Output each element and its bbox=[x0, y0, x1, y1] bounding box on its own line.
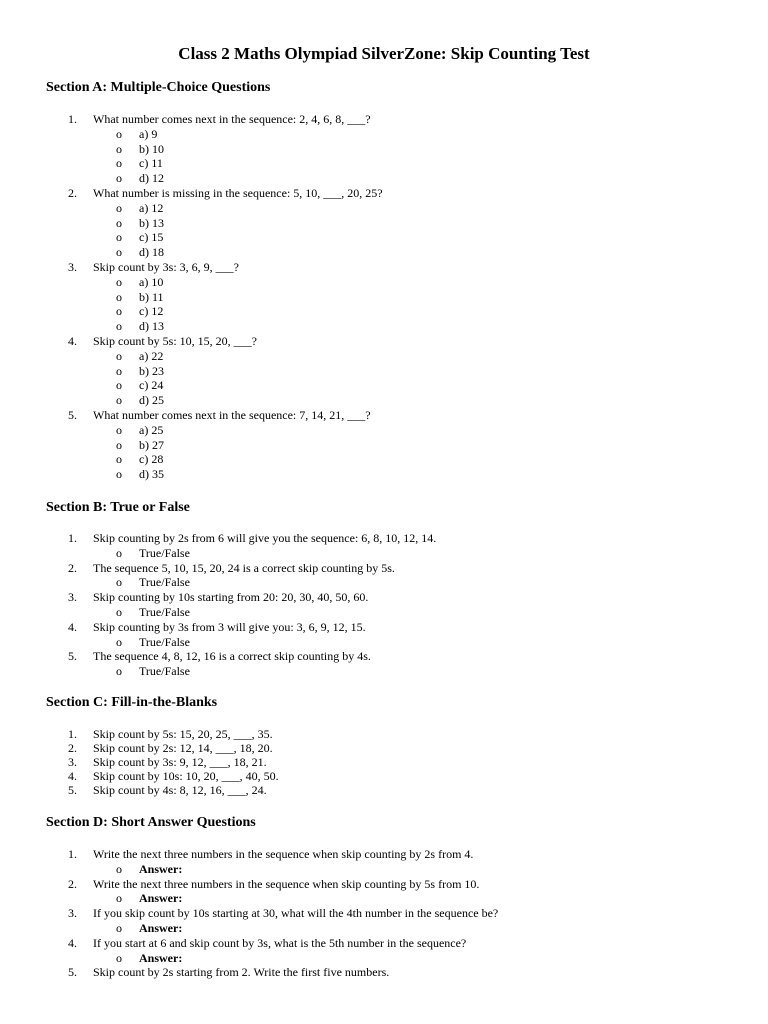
bullet-icon: o bbox=[116, 575, 122, 590]
answer-option bbox=[46, 575, 726, 590]
bullet-icon: o bbox=[116, 245, 122, 260]
question-text: Skip count by 3s: 9, 12, ___, 18, 21. bbox=[93, 755, 267, 769]
question-list bbox=[46, 112, 726, 482]
option-text: True/False bbox=[139, 664, 190, 679]
answer-option bbox=[46, 127, 726, 142]
bullet-icon: o bbox=[116, 604, 122, 619]
question-text: The sequence 4, 8, 12, 16 is a correct skip counting by 4s. bbox=[93, 649, 371, 664]
question-list bbox=[46, 727, 726, 797]
question-text: Skip count by 2s: 12, 14, ___, 18, 20. bbox=[93, 741, 273, 755]
bullet-icon: o bbox=[116, 920, 122, 935]
answer-option bbox=[46, 452, 726, 467]
page-title: Class 2 Maths Olympiad SilverZone: Skip Counting Test bbox=[178, 44, 590, 63]
answer-option bbox=[46, 423, 726, 438]
question-item bbox=[46, 965, 726, 980]
question-number: 5. bbox=[68, 649, 77, 664]
answer-option bbox=[46, 467, 726, 482]
option-text: Answer: bbox=[139, 861, 183, 876]
section-heading: Section B: True or False bbox=[46, 500, 190, 515]
option-text: b) 27 bbox=[139, 437, 164, 452]
bullet-icon: o bbox=[116, 171, 122, 186]
answer-option bbox=[46, 393, 726, 408]
question-item bbox=[46, 649, 726, 664]
bullet-icon: o bbox=[116, 215, 122, 230]
answer-option bbox=[46, 921, 726, 936]
bullet-icon: o bbox=[116, 363, 122, 378]
question-text: If you start at 6 and skip count by 3s, what is the 5th number in the sequence? bbox=[93, 935, 467, 950]
option-text: a) 25 bbox=[139, 422, 164, 437]
question-text: Skip counting by 10s starting from 20: 20, 30, 40, 50, 60. bbox=[93, 590, 369, 605]
question-item bbox=[46, 783, 726, 797]
option-text: d) 35 bbox=[139, 467, 164, 482]
option-text: a) 10 bbox=[139, 274, 164, 289]
question-number: 3. bbox=[68, 259, 77, 274]
question-item bbox=[46, 408, 726, 423]
bullet-icon: o bbox=[116, 319, 122, 334]
section-heading: Section D: Short Answer Questions bbox=[46, 815, 256, 830]
option-text: Answer: bbox=[139, 891, 183, 906]
question-text: Skip count by 5s: 15, 20, 25, ___, 35. bbox=[93, 727, 273, 741]
question-number: 2. bbox=[68, 560, 77, 575]
question-item bbox=[46, 936, 726, 951]
bullet-icon: o bbox=[116, 422, 122, 437]
option-text: c) 24 bbox=[139, 378, 164, 393]
bullet-icon: o bbox=[116, 200, 122, 215]
bullet-icon: o bbox=[116, 437, 122, 452]
option-text: d) 25 bbox=[139, 393, 164, 408]
answer-option bbox=[46, 275, 726, 290]
answer-option bbox=[46, 156, 726, 171]
question-item bbox=[46, 620, 726, 635]
bullet-icon: o bbox=[116, 348, 122, 363]
answer-option bbox=[46, 304, 726, 319]
question-item bbox=[46, 906, 726, 921]
question-item bbox=[46, 727, 726, 741]
question-number: 1. bbox=[68, 727, 77, 741]
question-number: 2. bbox=[68, 185, 77, 200]
option-text: True/False bbox=[139, 545, 190, 560]
answer-option bbox=[46, 438, 726, 453]
option-text: True/False bbox=[139, 634, 190, 649]
answer-option bbox=[46, 546, 726, 561]
answer-option bbox=[46, 891, 726, 906]
bullet-icon: o bbox=[116, 156, 122, 171]
option-text: Answer: bbox=[139, 950, 183, 965]
question-item bbox=[46, 112, 726, 127]
option-text: a) 9 bbox=[139, 126, 158, 141]
bullet-icon: o bbox=[116, 861, 122, 876]
question-text: What number comes next in the sequence: 7, 14, 21, ___? bbox=[93, 407, 371, 422]
question-text: If you skip count by 10s starting at 30, what will the 4th number in the sequence be? bbox=[93, 906, 499, 921]
section-c bbox=[46, 694, 726, 797]
bullet-icon: o bbox=[116, 289, 122, 304]
answer-option bbox=[46, 378, 726, 393]
question-item bbox=[46, 847, 726, 862]
question-list bbox=[46, 531, 726, 679]
question-number: 2. bbox=[68, 876, 77, 891]
option-text: b) 11 bbox=[139, 289, 164, 304]
answer-option bbox=[46, 171, 726, 186]
question-text: Skip count by 3s: 3, 6, 9, ___? bbox=[93, 259, 239, 274]
section-a bbox=[46, 79, 726, 482]
question-text: What number comes next in the sequence: 2, 4, 6, 8, ___? bbox=[93, 112, 371, 126]
option-text: c) 15 bbox=[139, 230, 164, 245]
question-number: 4. bbox=[68, 619, 77, 634]
question-text: Skip count by 5s: 10, 15, 20, ___? bbox=[93, 333, 257, 348]
question-item bbox=[46, 755, 726, 769]
option-text: True/False bbox=[139, 604, 190, 619]
question-item bbox=[46, 531, 726, 546]
bullet-icon: o bbox=[116, 230, 122, 245]
question-text: What number is missing in the sequence: 5, 10, ___, 20, 25? bbox=[93, 185, 383, 200]
question-text: The sequence 5, 10, 15, 20, 24 is a correct skip counting by 5s. bbox=[93, 560, 395, 575]
option-text: d) 12 bbox=[139, 171, 164, 186]
question-text: Write the next three numbers in the sequence when skip counting by 5s from 10. bbox=[93, 876, 480, 891]
question-item bbox=[46, 186, 726, 201]
question-number: 3. bbox=[68, 590, 77, 605]
question-text: Write the next three numbers in the sequence when skip counting by 2s from 4. bbox=[93, 847, 474, 861]
option-text: b) 13 bbox=[139, 215, 164, 230]
answer-option bbox=[46, 951, 726, 966]
question-text: Skip count by 4s: 8, 12, 16, ___, 24. bbox=[93, 783, 267, 797]
option-text: Answer: bbox=[139, 920, 183, 935]
question-number: 5. bbox=[68, 783, 77, 797]
option-text: c) 12 bbox=[139, 304, 164, 319]
question-number: 1. bbox=[68, 847, 77, 861]
bullet-icon: o bbox=[116, 393, 122, 408]
question-text: Skip counting by 3s from 3 will give you: 3, 6, 9, 12, 15. bbox=[93, 619, 366, 634]
answer-option bbox=[46, 201, 726, 216]
bullet-icon: o bbox=[116, 126, 122, 141]
option-text: b) 23 bbox=[139, 363, 164, 378]
question-number: 3. bbox=[68, 755, 77, 769]
question-number: 5. bbox=[68, 965, 77, 980]
question-number: 4. bbox=[68, 333, 77, 348]
option-text: a) 12 bbox=[139, 200, 164, 215]
section-b bbox=[46, 499, 726, 679]
option-text: a) 22 bbox=[139, 348, 164, 363]
answer-option bbox=[46, 605, 726, 620]
option-text: d) 18 bbox=[139, 245, 164, 260]
bullet-icon: o bbox=[116, 545, 122, 560]
answer-option bbox=[46, 245, 726, 260]
answer-option bbox=[46, 142, 726, 157]
bullet-icon: o bbox=[116, 304, 122, 319]
bullet-icon: o bbox=[116, 664, 122, 679]
question-item bbox=[46, 334, 726, 349]
option-text: True/False bbox=[139, 575, 190, 590]
question-item bbox=[46, 741, 726, 755]
bullet-icon: o bbox=[116, 274, 122, 289]
question-item bbox=[46, 877, 726, 892]
question-number: 2. bbox=[68, 741, 77, 755]
section-heading: Section C: Fill-in-the-Blanks bbox=[46, 695, 218, 710]
question-text: Skip count by 2s starting from 2. Write the first five numbers. bbox=[93, 965, 390, 980]
option-text: c) 11 bbox=[139, 156, 163, 171]
question-number: 4. bbox=[68, 935, 77, 950]
bullet-icon: o bbox=[116, 467, 122, 482]
answer-option bbox=[46, 230, 726, 245]
bullet-icon: o bbox=[116, 950, 122, 965]
question-number: 3. bbox=[68, 906, 77, 921]
section-heading: Section A: Multiple-Choice Questions bbox=[46, 80, 271, 95]
question-item bbox=[46, 590, 726, 605]
answer-option bbox=[46, 664, 726, 679]
question-number: 5. bbox=[68, 407, 77, 422]
question-number: 1. bbox=[68, 531, 77, 545]
question-number: 4. bbox=[68, 769, 77, 783]
bullet-icon: o bbox=[116, 634, 122, 649]
section-d bbox=[46, 814, 726, 980]
answer-option bbox=[46, 216, 726, 231]
answer-option bbox=[46, 349, 726, 364]
answer-option bbox=[46, 364, 726, 379]
question-text: Skip count by 10s: 10, 20, ___, 40, 50. bbox=[93, 769, 279, 783]
answer-option bbox=[46, 635, 726, 650]
question-text: Skip counting by 2s from 6 will give you the sequence: 6, 8, 10, 12, 14. bbox=[93, 531, 437, 545]
option-text: b) 10 bbox=[139, 141, 164, 156]
answer-option bbox=[46, 862, 726, 877]
answer-option bbox=[46, 290, 726, 305]
question-item bbox=[46, 769, 726, 783]
bullet-icon: o bbox=[116, 891, 122, 906]
option-text: d) 13 bbox=[139, 319, 164, 334]
bullet-icon: o bbox=[116, 378, 122, 393]
bullet-icon: o bbox=[116, 141, 122, 156]
bullet-icon: o bbox=[116, 452, 122, 467]
answer-option bbox=[46, 319, 726, 334]
question-item bbox=[46, 260, 726, 275]
question-list bbox=[46, 847, 726, 980]
option-text: c) 28 bbox=[139, 452, 164, 467]
question-item bbox=[46, 561, 726, 576]
question-number: 1. bbox=[68, 112, 77, 126]
